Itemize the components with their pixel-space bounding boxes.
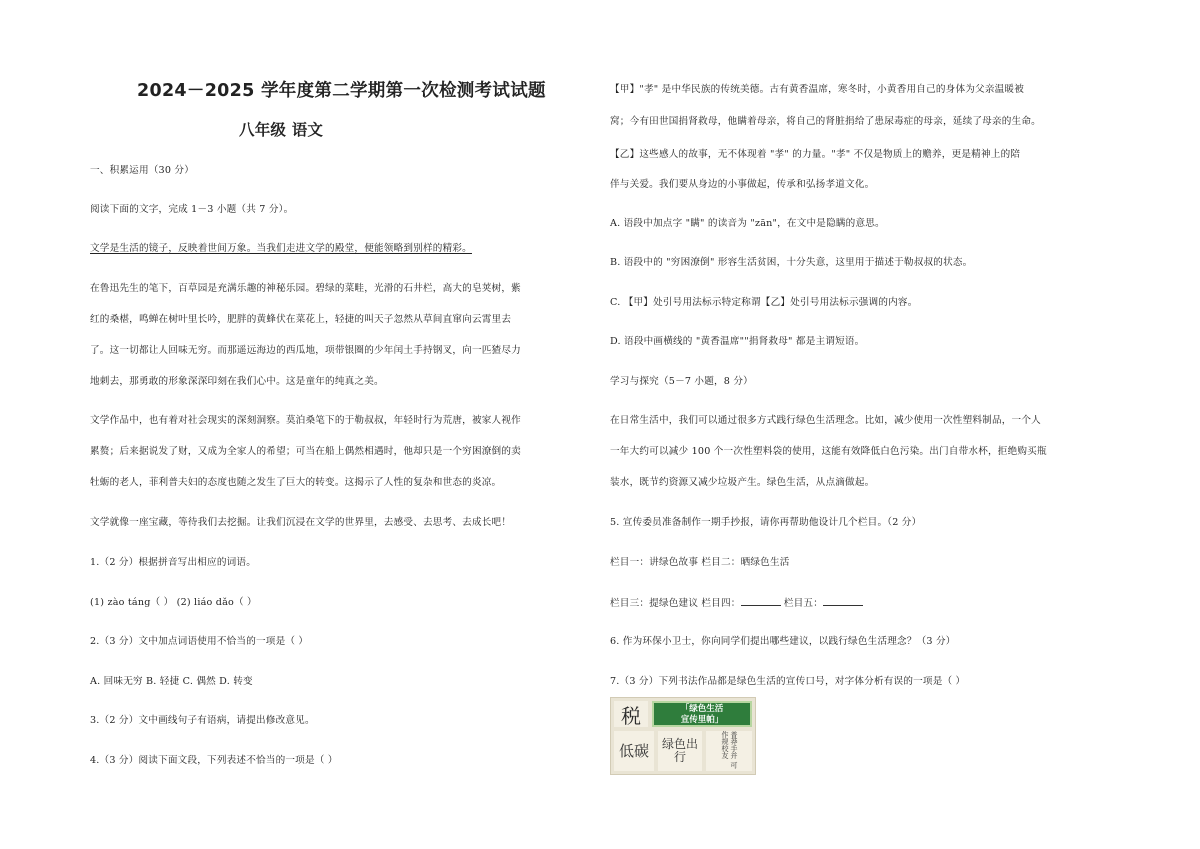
option-a: A. 语段中加点字 "瞒" 的读音为 "zān"，在文中是隐瞒的意思。 xyxy=(610,218,885,229)
paragraph-line: 装水，既节约资源又减少垃圾产生。绿色生活，从点滴做起。 xyxy=(610,477,875,488)
page-title: 2024－2025 学年度第二学期第一次检测考试试题 xyxy=(137,81,546,101)
option-b: B. 语段中的 "穷困潦倒" 形容生活贫困，十分失意，这里用于描述于勒叔叔的状态。 xyxy=(610,257,973,268)
question-6: 6. 作为环保小卫士，你向同学们提出哪些建议，以践行绿色生活理念？（3 分） xyxy=(610,636,956,647)
question-2-options: A. 回味无穷 B. 轻捷 C. 偶然 D. 转变 xyxy=(90,676,253,687)
question-4: 4.（3 分）阅读下面文段，下列表述不恰当的一项是（ ） xyxy=(90,755,338,766)
question-5: 5. 宣传委员准备制作一期手抄报，请你再帮助他设计几个栏目。（2 分） xyxy=(610,517,922,528)
question-7: 7.（3 分）下列书法作品都是绿色生活的宣传口号，对字体分析有误的一项是（ ） xyxy=(610,676,966,687)
section-heading-1: 一、积累运用（30 分） xyxy=(90,165,195,176)
paragraph-line: 文学就像一座宝藏，等待我们去挖掘。让我们沉浸在文学的世界里，去感受、去思考、去成长吧！ xyxy=(90,517,512,528)
column-list-1: 栏目一：讲绿色故事 栏目二：晒绿色生活 xyxy=(610,557,790,568)
fill-blank xyxy=(823,596,863,606)
fill-blank xyxy=(741,596,781,606)
banner-line-2: 宣传里帕」 xyxy=(680,715,724,725)
column-label-3-4: 栏目三：提绿色建议 栏目四： xyxy=(610,598,741,609)
question-3: 3.（2 分）文中画线句子有语病，请提出修改意见。 xyxy=(90,715,315,726)
passage-line: 窝；今有田世国捐肾救母，他瞒着母亲，将自己的肾脏捐给了患尿毒症的母亲，延续了母亲的生命。 xyxy=(610,116,1041,127)
calligraphy-sample-3: 普莽手并 可作规校友 xyxy=(706,731,752,771)
paragraph-line: 在日常生活中，我们可以通过很多方式践行绿色生活理念。比如，减少使用一次性塑料制品，一个人 xyxy=(610,415,1041,426)
question-1-pinyin: (1) zào táng（ ） (2) liáo dǎo（ ） xyxy=(90,597,257,608)
calligraphy-sample-1: 低碳 xyxy=(614,731,654,771)
paragraph-line: 红的桑椹，鸣蝉在树叶里长吟，肥胖的黄蜂伏在菜花上，轻捷的叫天子忽然从草间直窜向云霄里去 xyxy=(90,314,512,325)
question-1: 1.（2 分）根据拼音写出相应的词语。 xyxy=(90,557,257,568)
slogan-banner xyxy=(652,701,752,727)
underlined-sentence: 文学是生活的镜子，反映着世间万象。当我们走进文学的殿堂，便能领略到别样的精彩。 xyxy=(90,243,472,254)
calligraphy-image xyxy=(610,697,756,775)
column-list-2 xyxy=(610,596,863,611)
paragraph-line: 文学作品中，也有着对社会现实的深刻洞察。莫泊桑笔下的于勒叔叔，年轻时行为荒唐，被家人视作 xyxy=(90,415,521,426)
page-subtitle: 八年级 语文 xyxy=(239,121,324,139)
column-label-5: 栏目五： xyxy=(780,598,824,609)
paragraph-line: 地刺去，那勇敢的形象深深印刻在我们心中。这是童年的纯真之美。 xyxy=(90,376,384,387)
calligraphy-sample-2: 绿色出行 xyxy=(658,731,702,771)
paragraph-line: 在鲁迅先生的笔下，百草园是充满乐趣的神秘乐园。碧绿的菜畦，光滑的石井栏，高大的皂荚树，紫 xyxy=(90,283,521,294)
passage-line: 【甲】"孝" 是中华民族的传统美德。古有黄香温席，寒冬时，小黄香用自己的身体为父亲温暖被 xyxy=(610,84,1025,95)
passage-line: 【乙】这些感人的故事，无不体现着 "孝" 的力量。"孝" 不仅是物质上的赡养，更是精神上的陪 xyxy=(610,149,1021,160)
question-2: 2.（3 分）文中加点词语使用不恰当的一项是（ ） xyxy=(90,636,309,647)
paragraph-line: 一年大约可以减少 100 个一次性塑料袋的使用，这能有效降低白色污染。出门自带水杯，拒绝购买瓶 xyxy=(610,446,1047,457)
passage-line: 伴与关爱。我们要从身边的小事做起，传承和弘扬孝道文化。 xyxy=(610,179,875,190)
reading-instruction: 阅读下面的文字，完成 1－3 小题（共 7 分）。 xyxy=(90,204,294,215)
option-c: C. 【甲】处引号用法标示特定称谓【乙】处引号用法标示强调的内容。 xyxy=(610,297,918,308)
paragraph-line: 累赘；后来据说发了财，又成为全家人的希望；可当在船上偶然相遇时，他却只是一个穷困潦倒的卖 xyxy=(90,446,521,457)
banner-line-1: 「绿色生活 xyxy=(680,704,724,714)
seal-stamp-icon: 税 xyxy=(614,701,648,727)
paragraph-line: 了。这一切都让人回味无穷。而那遥远海边的西瓜地，项带银圈的少年闰土手持钢叉，向一匹猹尽力 xyxy=(90,345,521,356)
option-d: D. 语段中画横线的 "黄香温席""捐肾救母" 都是主谓短语。 xyxy=(610,336,865,347)
paragraph-line: 牡蛎的老人，菲利普夫妇的态度也随之发生了巨大的转变。这揭示了人性的复杂和世态的炎凉。 xyxy=(90,477,502,488)
section-heading-2: 学习与探究（5－7 小题，8 分） xyxy=(610,376,753,387)
